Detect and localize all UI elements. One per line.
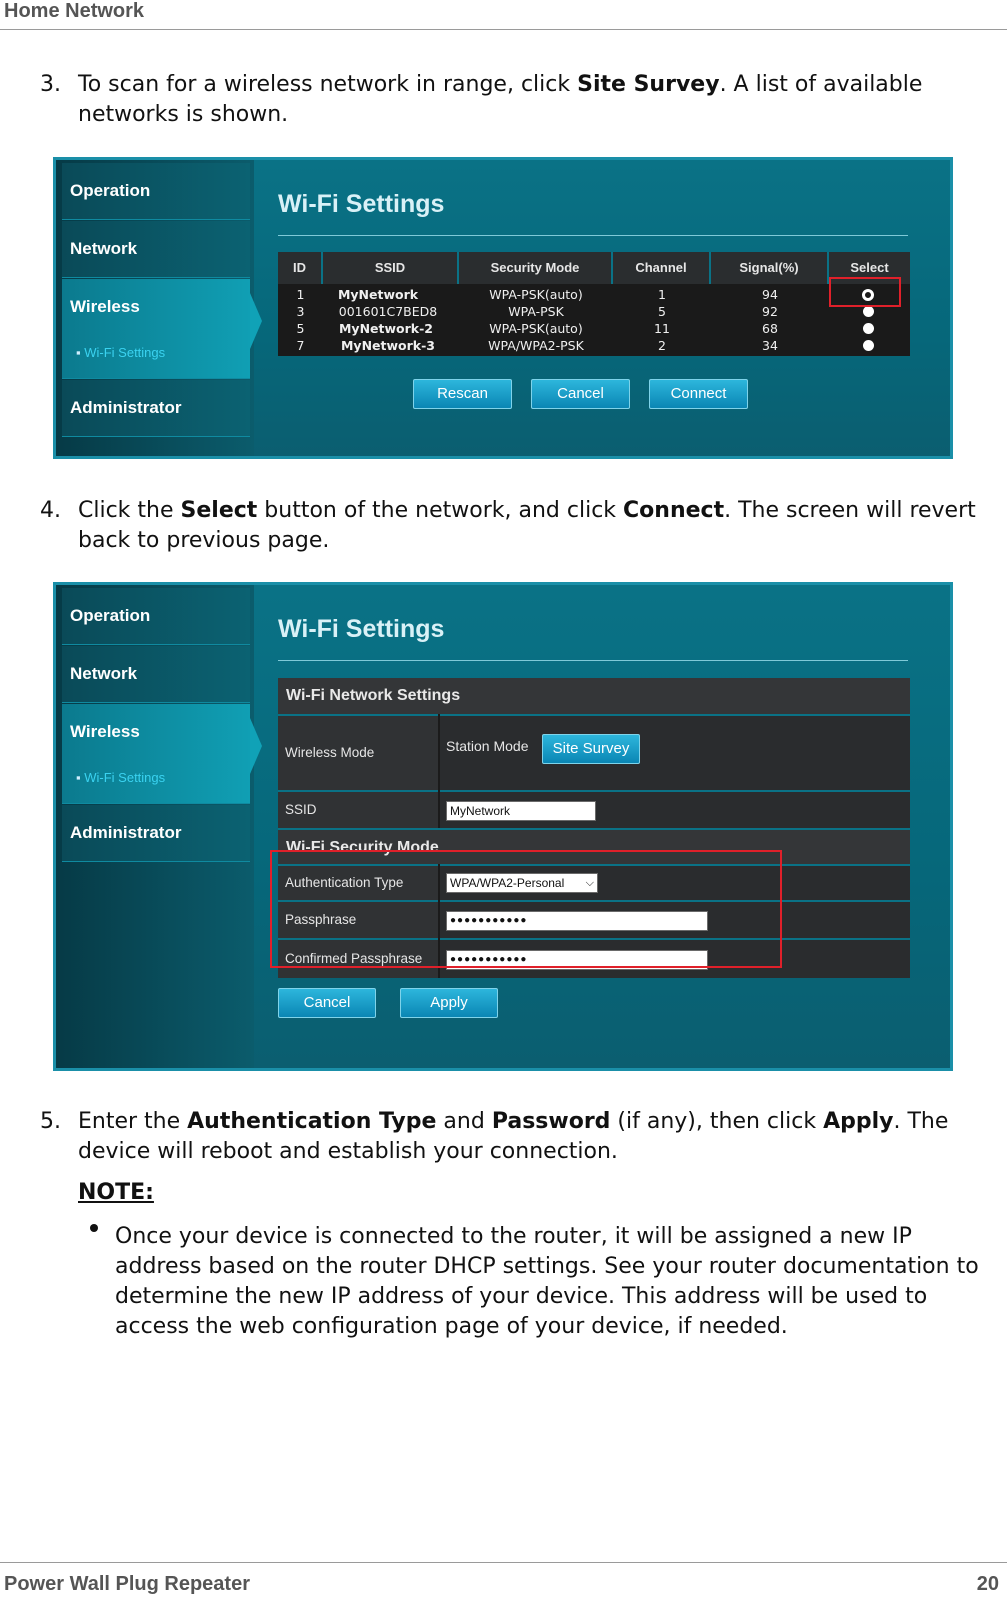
title-divider [278,660,908,661]
connect-button[interactable]: Connect [649,379,748,409]
cell-security: WPA-PSK(auto) [489,321,583,336]
rescan-button[interactable]: Rescan [413,379,512,409]
passphrase-label: Passphrase [278,900,438,938]
cell-security: WPA-PSK [508,304,564,319]
cell-id: 5 [296,321,305,336]
wifi-settings-screenshot [53,582,953,1071]
step-text-part: . The screen will revert back to previous page. [78,498,976,553]
col-security-mode: Security Mode [459,252,613,284]
step-text-part: . A list of available networks is shown. [78,72,923,127]
bullet-icon [90,1224,98,1232]
sidebar-item-label: Wireless [70,722,140,741]
wireless-mode-value: Station Mode [446,738,529,754]
step-text-part: To scan for a wireless network in range, click [78,72,578,97]
cell-signal: 68 [762,321,778,336]
sidebar-item-label: Wireless [70,297,140,316]
cell-ssid: MyNetwork-2 [338,321,433,336]
panel-title: Wi-Fi Settings [278,615,445,643]
auth-type-label: Authentication Type [278,864,438,900]
select-radio[interactable] [863,340,874,351]
chevron-down-icon: ⌵ [585,877,594,889]
step-text-part: and [436,1109,492,1134]
select-radio[interactable] [863,323,874,334]
sidebar-item-wireless[interactable] [62,704,250,804]
step-text-part: Click the [78,498,181,523]
page-number: 20 [976,1573,999,1595]
cell-security: WPA-PSK(auto) [489,287,583,302]
sidebar-item-administrator[interactable] [62,805,250,862]
col-id: ID [278,252,323,284]
step-text-part: Enter the [78,1109,188,1134]
keyword-authentication-type: Authentication Type [187,1109,437,1134]
cell-security: WPA/WPA2-PSK [488,338,584,353]
step-text-part: (if any), then click [610,1109,824,1134]
cell-ssid: MyNetwork-3 [340,338,435,353]
cell-channel: 5 [658,304,666,319]
sidebar-item-network[interactable] [62,646,250,703]
cancel-button[interactable]: Cancel [531,379,630,409]
sidebar-item-label: Administrator [70,823,182,842]
cell-signal: 34 [762,338,778,353]
sidebar-item-operation[interactable] [62,163,250,220]
passphrase-input[interactable]: ●●●●●●●●●●● [446,911,708,931]
sidebar-item-label: Operation [70,606,151,625]
step-text-part: button of the network, and click [257,498,624,523]
cancel-button[interactable]: Cancel [278,988,376,1018]
site-survey-screenshot [53,157,953,459]
site-survey-button[interactable]: Site Survey [542,734,640,764]
header-title: Home Network [4,0,145,22]
cell-ssid: MyNetwork [337,287,419,302]
confirm-passphrase-input[interactable]: ●●●●●●●●●●● [446,950,708,970]
step-text-part: . The device will reboot and establish your connection. [78,1109,949,1164]
ssid-row [440,790,910,828]
step-number: 4. [40,498,61,523]
cell-signal: 92 [762,304,778,319]
sidebar-item-administrator[interactable] [62,380,250,437]
sidebar-item-label: Network [70,239,138,258]
survey-header-row [278,252,910,284]
col-select: Select [850,260,889,275]
wireless-mode-row [440,714,910,790]
col-signal: Signal(%) [711,252,829,284]
cell-id: 1 [296,287,305,302]
page-header [0,0,1007,30]
sidebar-item-label: Administrator [70,398,182,417]
keyword-apply: Apply [823,1109,894,1134]
confirm-passphrase-label: Confirmed Passphrase [278,938,438,978]
keyword-connect: Connect [623,498,725,523]
keyword-password: Password [491,1109,611,1134]
cell-ssid: 001601C7BED8 [338,304,438,319]
highlight-security-fields [270,850,782,968]
auth-type-value: WPA/WPA2-Personal [450,876,565,890]
title-divider [278,235,908,236]
wireless-mode-label: Wireless Mode [278,714,438,790]
step-text [78,1107,998,1167]
ssid-label: SSID [278,790,438,828]
cell-channel: 1 [658,287,666,302]
step-number: 5. [40,1109,61,1134]
sidebar [56,585,254,1068]
keyword-site-survey: Site Survey [577,72,720,97]
ssid-input[interactable]: MyNetwork [446,801,596,821]
col-channel: Channel [613,252,711,284]
cell-id: 7 [296,338,305,353]
select-radio[interactable] [863,306,874,317]
cell-id: 3 [296,304,305,319]
cell-channel: 2 [658,338,666,353]
apply-button[interactable]: Apply [400,988,498,1018]
cell-channel: 11 [654,321,670,336]
sidebar-item-network[interactable] [62,221,250,278]
page-footer [0,1562,1007,1597]
network-settings-header: Wi-Fi Network Settings [278,678,910,714]
col-ssid: SSID [323,252,459,284]
sidebar-sub-wifi-settings[interactable]: ▪ Wi-Fi Settings [76,345,165,360]
note-label: NOTE: [78,1180,154,1205]
panel-title: Wi-Fi Settings [278,190,445,218]
sidebar [56,160,254,456]
footer-product: Power Wall Plug Repeater [4,1573,250,1595]
sidebar-item-label: Operation [70,181,151,200]
step-text [78,70,998,130]
survey-table [278,252,910,356]
keyword-select: Select [180,498,258,523]
highlight-select-box [829,277,901,307]
cell-signal: 94 [762,287,778,302]
sidebar-item-operation[interactable] [62,588,250,645]
sidebar-sub-wifi-settings[interactable]: ▪ Wi-Fi Settings [76,770,165,785]
sidebar-item-label: Network [70,664,138,683]
step-text [78,496,998,556]
security-mode-header: Wi-Fi Security Mode [278,828,910,864]
sidebar-item-wireless[interactable] [62,279,250,379]
note-bullet-text: Once your device is connected to the router, it will be assigned a new IP address based on the router DHCP settings. See your router documentation to determine the new IP address of your device. This address will be used to access the web configuration page of your device, if needed. [115,1224,979,1339]
step-number: 3. [40,72,61,97]
